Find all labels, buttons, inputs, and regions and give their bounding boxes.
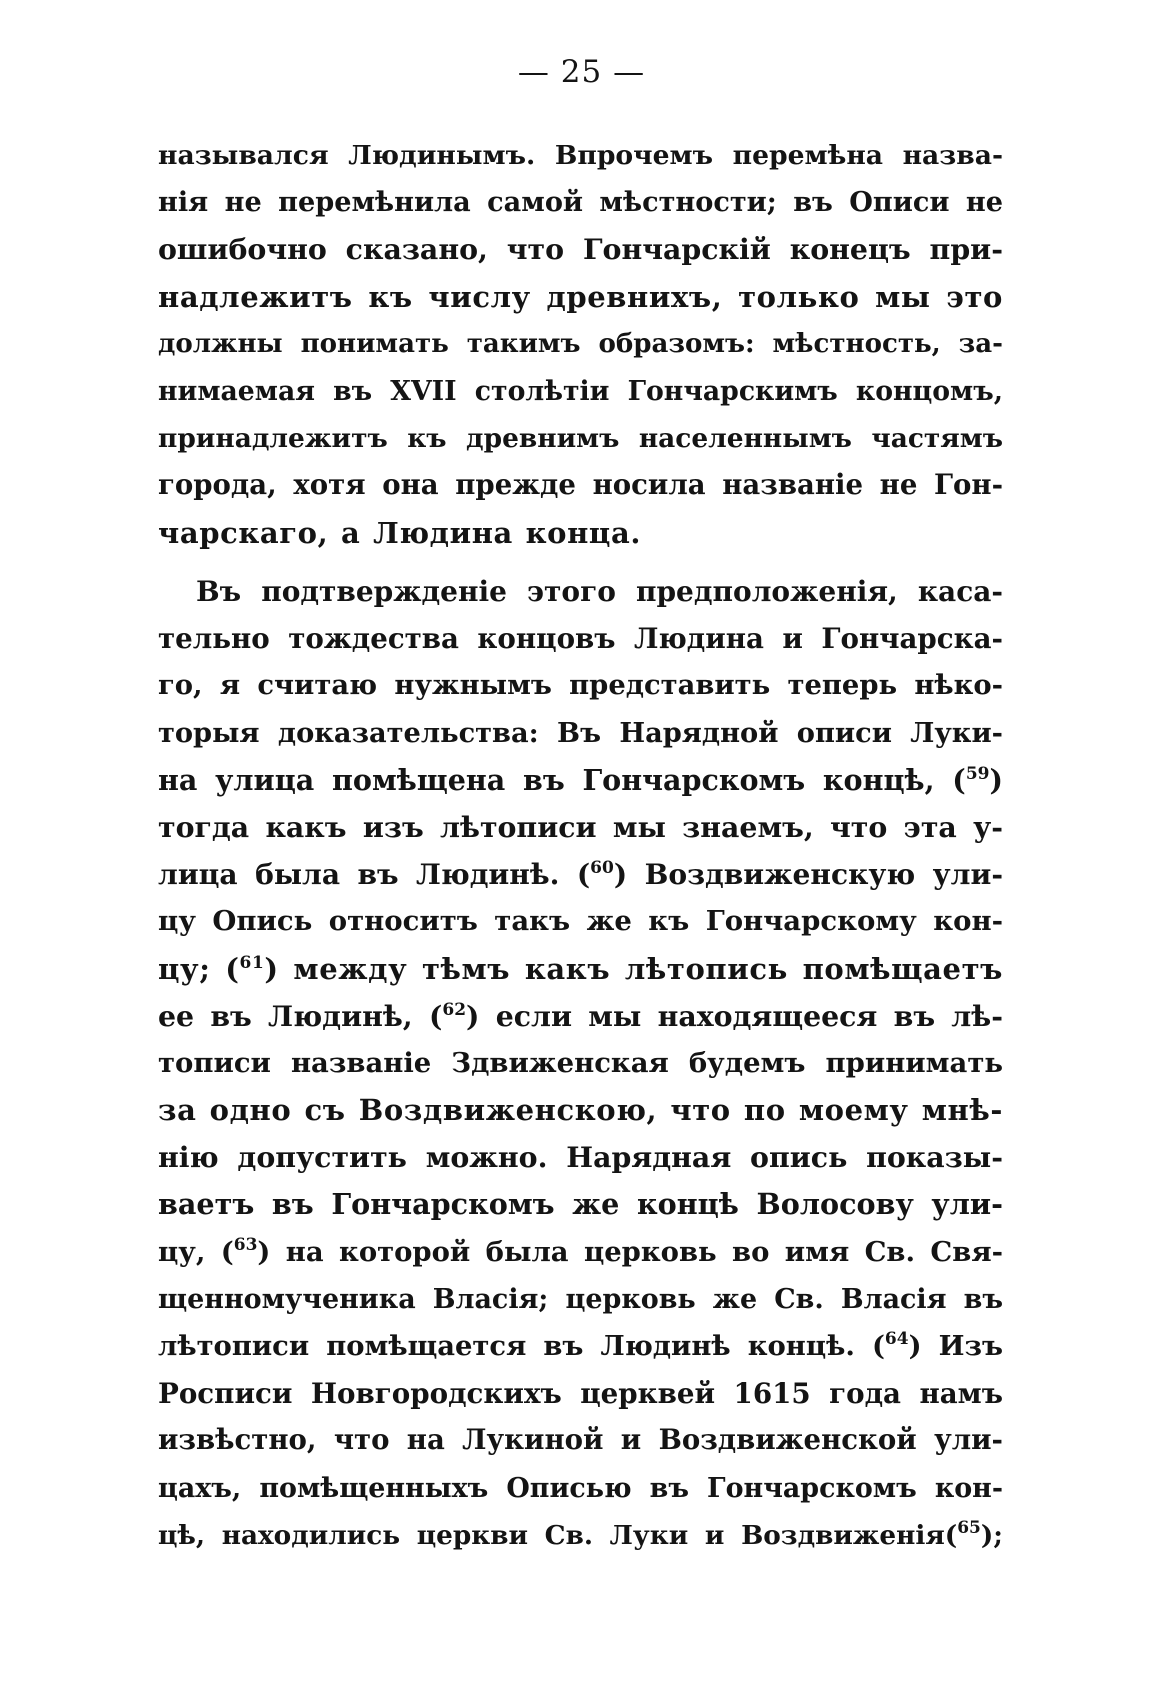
text-line: тельно тождества концовъ Людина и Гончарска- (158, 622, 1003, 656)
text-line: назывался Людинымъ. Впрочемъ перемѣна назва- (158, 140, 1003, 171)
text-line: лица была въ Людинѣ. ($^{60}$) Воздвиженскую ули- (158, 858, 1003, 892)
text-line: нимаемая въ XVII столѣтіи Гончарскимъ концомъ, (158, 375, 1003, 407)
text-line: города, хотя она прежде носила названіе не Гон- (158, 469, 1003, 502)
paragraph-1 (158, 132, 1003, 557)
footnote-ref: 63 (233, 1234, 258, 1255)
line-text: лица была въ Людинѣ. (158, 858, 577, 892)
line-text: если мы находящееся въ лѣ- (479, 998, 1004, 1033)
text-line: го, я считаю нужнымъ представить теперь нѣко- (158, 669, 1003, 702)
line-text: Воздвиженскую ули- (627, 858, 1003, 892)
text-line: ваетъ въ Гончарскомъ же концѣ Волосову ули- (158, 1187, 1003, 1222)
text-line: щенномученика Власія; церковь же Св. Власія въ (158, 1283, 1003, 1315)
text-line: за одно съ Воздвиженскою, что по моему мнѣ- (158, 1093, 1003, 1128)
text-line: цахъ, помѣщенныхъ Описью въ Гончарскомъ кон- (158, 1472, 1003, 1504)
text-line: принадлежитъ къ древнимъ населеннымъ частямъ (158, 423, 1003, 455)
line-text: Изъ (921, 1330, 1003, 1362)
text-line: на улица помѣщена въ Гончарскомъ концѣ, ($^{59}$) (158, 762, 1003, 797)
footnote-ref: 61 (239, 952, 265, 973)
line-text: цѣ, находились церкви Св. Луки и Воздвиженія (158, 1519, 945, 1551)
page-number: — 25 — (517, 54, 646, 90)
text-line: должны понимать такимъ образомъ: мѣстность, за- (158, 328, 1003, 359)
footnote-ref: 65 (957, 1517, 981, 1538)
text-line: торыя доказательства: Въ Нарядной описи Луки- (158, 716, 1003, 749)
text-line: надлежитъ къ числу древнихъ, только мы это (158, 279, 1003, 314)
text-line: ее въ Людинѣ, ($^{62}$) если мы находящееся въ лѣ- (158, 998, 1004, 1033)
text-line: Росписи Новгородскихъ церквей 1615 года намъ (158, 1377, 1003, 1411)
footnote-ref: 60 (590, 858, 614, 879)
text-line: цу Опись относитъ такъ же къ Гончарскому кон- (158, 905, 1003, 938)
line-text: между тѣмъ какъ лѣтопись помѣщаетъ (278, 951, 1003, 986)
footnote-ref: 62 (442, 999, 467, 1020)
line-text: на улица помѣщена въ Гончарскомъ концѣ, (158, 762, 953, 797)
text-line: извѣстно, что на Лукиной и Воздвиженской ули- (158, 1424, 1003, 1457)
text-line: ошибочно сказано, что Гончарскій конецъ при- (158, 232, 1003, 267)
line-text: лѣтописи помѣщается въ Людинѣ концѣ. (158, 1330, 872, 1362)
text-line: нія не перемѣнила самой мѣстности; въ Описи не (158, 187, 1003, 219)
line-text: цу, (158, 1235, 221, 1268)
text-line: цу; ($^{61}$) между тѣмъ какъ лѣтопись помѣщаетъ (158, 951, 1003, 986)
text-line: лѣтописи помѣщается въ Людинѣ концѣ. ($^{64}$) Изъ (158, 1329, 1003, 1362)
line-text: ; (993, 1519, 1003, 1551)
text-line: нію допустить можно. Нарядная опись показы- (158, 1140, 1003, 1175)
line-text: цу; (158, 951, 226, 986)
text-line: Въ подтвержденіе этого предположенія, каса- (196, 575, 1003, 608)
footnote-ref: 59 (965, 763, 990, 784)
text-line: цу, ($^{63}$) на которой была церковь во имя Св. Свя- (158, 1234, 1003, 1268)
text-line: тогда какъ изъ лѣтописи мы знаемъ, что эта у- (158, 809, 1003, 844)
line-text: на которой была церковь во имя Св. Свя- (270, 1235, 1003, 1268)
text-line: чарскаго, а Людина конца. (158, 515, 642, 550)
text-line: цѣ, находились церкви Св. Луки и Воздвиженія($^{65}$); (158, 1517, 1003, 1551)
line-text: ее въ Людинѣ, (158, 998, 429, 1033)
footnote-ref: 64 (884, 1329, 909, 1349)
paragraph-2 (158, 568, 1003, 1559)
text-line: тописи названіе Здвиженская будемъ принимать (158, 1046, 1003, 1079)
